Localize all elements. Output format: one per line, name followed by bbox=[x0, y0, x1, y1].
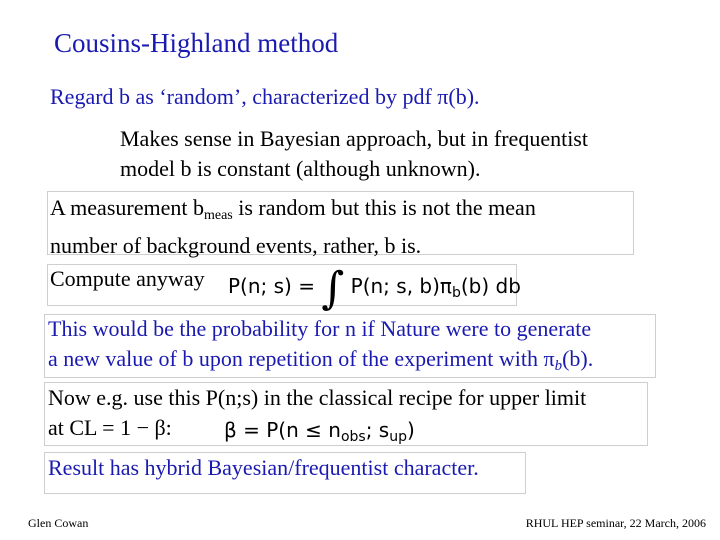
measurement-line1: A measurement bmeas is random but this is not the mean bbox=[50, 195, 536, 223]
upper-limit-line2: at CL = 1 − β: bbox=[48, 415, 172, 440]
regard-b-random-line: Regard b as ‘random’, characterized by pdf π(b). bbox=[50, 84, 480, 109]
result-text: Result has hybrid Bayesian/frequentist character. bbox=[48, 455, 479, 480]
compute-anyway-label: Compute anyway bbox=[50, 266, 205, 291]
nature-text bbox=[48, 314, 593, 381]
bayesian-note-line1: Makes sense in Bayesian approach, but in frequentist bbox=[120, 126, 588, 151]
footer-author: Glen Cowan bbox=[28, 516, 89, 530]
footer-event: RHUL HEP seminar, 22 March, 2006 bbox=[525, 516, 706, 530]
integral-sign: ∫ bbox=[321, 263, 345, 314]
bayesian-note bbox=[120, 124, 588, 184]
beta-formula: $\beta = P(n \le n_{obs}$; $s_{up}$) bbox=[224, 418, 415, 445]
measurement-line2: number of background events, rather, b is. bbox=[50, 233, 422, 258]
nature-line2: a new value of b upon repetition of the experiment with πb(b). bbox=[48, 346, 594, 374]
bayesian-note-line2: model b is constant (although unknown). bbox=[120, 156, 481, 181]
nature-line1: This would be the probability for n if Nature were to generate bbox=[48, 316, 592, 341]
slide-title: Cousins-Highland method bbox=[54, 28, 339, 58]
upper-limit-line1: Now e.g. use this P(n;s) in the classical recipe for upper limit bbox=[48, 385, 587, 410]
marginal-probability-formula: P(n; s) = ∫ P(n; s, $b)\pi_b(b)$ db bbox=[228, 263, 521, 314]
measurement-text bbox=[50, 193, 536, 261]
